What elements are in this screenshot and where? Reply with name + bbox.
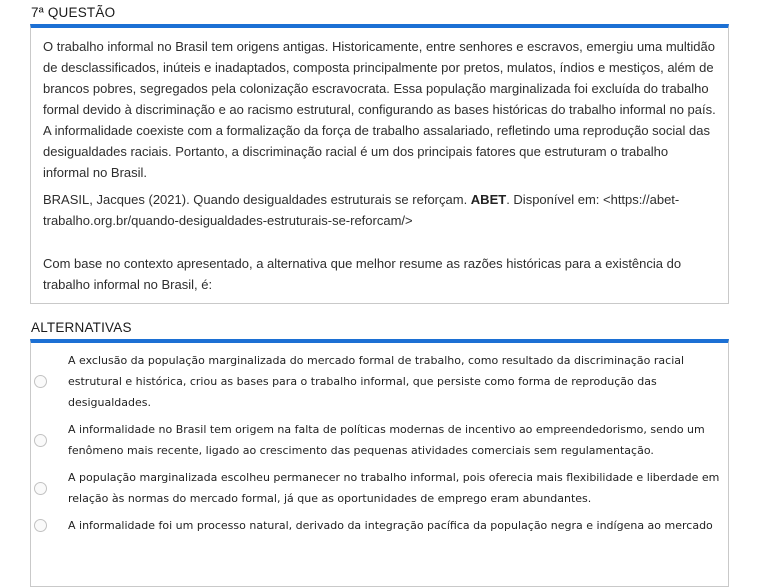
question-prompt: Com base no contexto apresentado, a alternativa que melhor resume as razões históricas para a existência do trabalho informal no Brasil, é: [43,256,682,292]
alternative-option-3[interactable] [31,464,728,512]
radio-column [34,467,68,509]
citation-prefix: BRASIL, Jacques (2021). Quando desigualdades estruturais se reforçam. [43,192,471,207]
alternative-option-1[interactable] [31,347,728,416]
alternative-text: A informalidade foi um processo natural, derivado da integração pacífica da população negra e indígena ao mercado [68,519,713,532]
citation-source: ABET [470,192,507,207]
radio-column [34,350,68,413]
question-citation [43,189,716,231]
radio-button-icon[interactable] [34,519,47,532]
radio-column [34,515,68,536]
alternative-text: A população marginalizada escolheu permanecer no trabalho informal, pois oferecia mais flexibilidade e liberdade em relação às normas do mercado formal, já que as oportunidades de emprego eram abundantes. [68,471,720,505]
radio-column [34,419,68,461]
question-text: O trabalho informal no Brasil tem origens antigas. Historicamente, entre senhores e escravos, emergiu uma multidão de desclassificados, inúteis e inadaptados, composta principalmente por pretos, mulatos, índios e mestiços, além de brancos pobres, segregados pela colonização escravocrata. Essa população marginalizada foi excluída do trabalho formal devido à discriminação e ao racismo estrutural, configurando as bases históricas do trabalho informal no país. A informalidade coexiste com a formalização da força de trabalho assalariado, refletindo uma reprodução social das desigualdades raciais. Portanto, a discriminação racial é um dos principais fatores que estruturam o trabalho informal no Brasil. [43,39,716,180]
citation-suffix: . Disponível em: <https://abet-trabalho.org.br/quando-desigualdades-estruturais-se-reforcam/> [43,192,680,228]
radio-button-icon[interactable] [34,375,47,388]
radio-button-icon[interactable] [34,482,47,495]
alternative-option-2[interactable] [31,416,728,464]
question-body-box [30,24,729,304]
alternatives-box [30,339,729,587]
alternative-text: A exclusão da população marginalizada do mercado formal de trabalho, como resultado da discriminação racial estrutural e histórica, criou as bases para o trabalho informal, que persiste como forma de reprodução das desigualdades. [68,354,685,409]
radio-button-icon[interactable] [34,434,47,447]
question-title: 7ª QUESTÃO [31,5,116,20]
alternative-text: A informalidade no Brasil tem origem na falta de políticas modernas de incentivo ao empreendedorismo, sendo um fenômeno mais recente, ligado ao crescimento das pequenas atividades comerciais sem regulamentação. [68,423,705,457]
alternative-option-4[interactable] [31,512,728,586]
alternatives-title: ALTERNATIVAS [31,320,132,335]
